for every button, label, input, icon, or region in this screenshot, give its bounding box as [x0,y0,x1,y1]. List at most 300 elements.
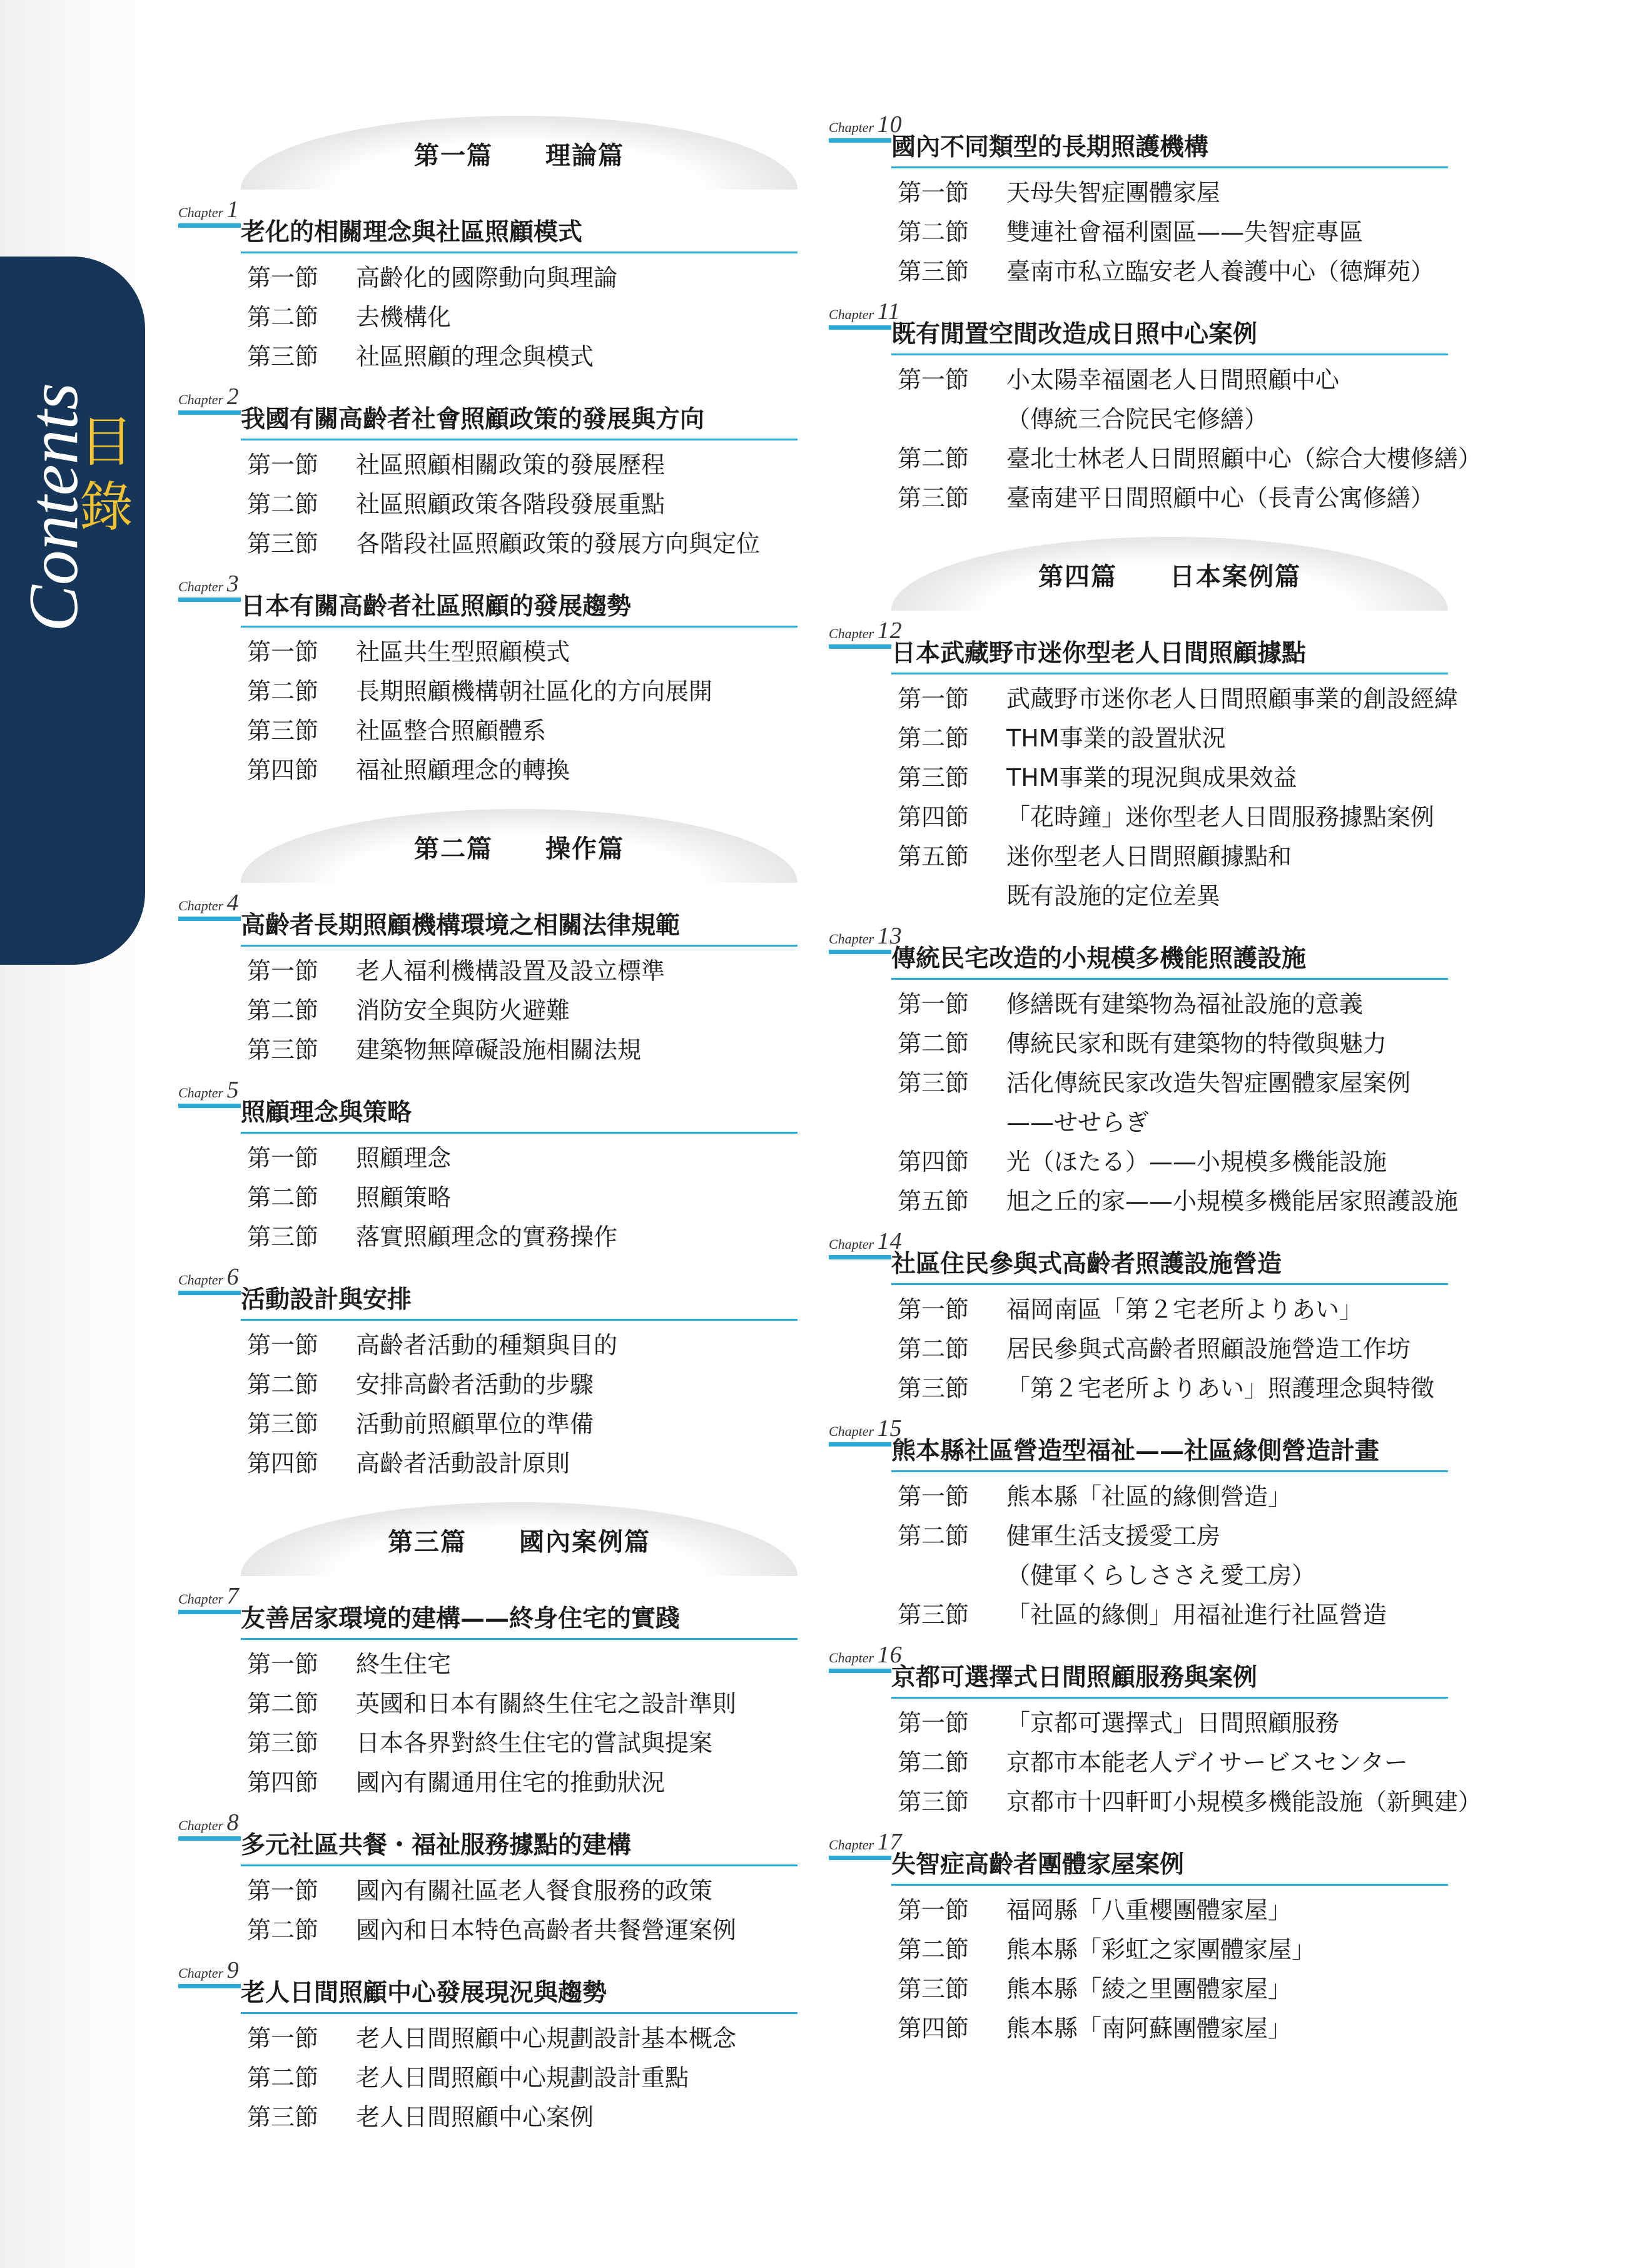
chapter-title[interactable]: 高齡者長期照顧機構環境之相關法律規範 [241,911,681,940]
section-list [829,173,1579,292]
section-number: 第一節 [898,1896,969,1924]
section-item[interactable] [247,298,829,337]
section-title: 去機構化 [356,303,452,331]
section-title: 老人日間照顧中心規劃設計重點 [356,2064,689,2092]
section-number: 第二節 [247,491,319,518]
section-title: 福岡南區「第２宅老所よりあい」 [1006,1296,1364,1323]
chapter-label [829,1829,1579,1855]
section-title: 「社區的緣側」用福祉進行社區營造 [1006,1601,1387,1629]
chapter-number: 12 [877,618,903,644]
section-item[interactable] [247,1326,829,1365]
section-title: 「第２宅老所よりあい」照護理念與特徵 [1006,1375,1435,1402]
chapter-accent-bar [829,644,891,649]
section-title: 修繕既有建築物為福祉設施的意義 [1006,990,1364,1018]
chapter-number: 4 [226,890,240,916]
chapter-heading [178,1831,829,1865]
section-list [829,985,1579,1221]
chapter-accent-bar [829,1255,891,1259]
section-item[interactable] [247,1911,829,1950]
chapter-number: 3 [226,571,240,597]
chapter-underline [241,1319,797,1321]
section-number: 第五節 [898,1187,969,1215]
section-title: 「京都可選擇式」日間照顧服務 [1006,1709,1340,1737]
chapter-5[interactable] [178,1077,829,1257]
part-header [241,116,797,190]
chapter-17[interactable] [829,1829,1579,2048]
chapter-label [829,111,1579,138]
section-item[interactable] [898,1024,1579,1064]
section-number: 第二節 [247,678,319,705]
section-title: 社區整合照顧體系 [356,717,547,745]
chapter-word: Chapter [178,1272,224,1288]
section-item[interactable] [898,1369,1579,1408]
section-item[interactable] [898,1782,1579,1822]
section-list [829,1477,1579,1635]
section-list [178,1139,829,1257]
chapter-underline [891,1470,1448,1472]
section-title: 社區照顧政策各階段發展重點 [356,491,666,518]
chapter-9[interactable] [178,1957,829,2137]
section-list [829,1704,1579,1822]
chapter-accent-bar [178,410,241,415]
section-item[interactable] [898,719,1579,758]
section-number: 第五節 [898,843,969,870]
section-item[interactable] [247,991,829,1030]
section-item[interactable] [898,1103,1579,1142]
chapter-accent-bar [829,950,891,954]
part-title: 第三篇 國內案例篇 [388,1528,651,1557]
chapter-underline [241,2012,797,2014]
section-item[interactable] [898,985,1579,1024]
section-item[interactable] [898,877,1579,916]
section-number: 第二節 [898,1335,969,1363]
section-item[interactable] [247,445,829,485]
chapter-8[interactable] [178,1809,829,1950]
section-number: 第三節 [247,530,319,557]
chapter-label [178,1077,829,1103]
section-title: 各階段社區照顧政策的發展方向與定位 [356,530,761,557]
section-title: 小太陽幸福園老人日間照顧中心 [1006,366,1340,394]
section-item[interactable] [247,1724,829,1763]
section-item[interactable] [898,758,1579,798]
section-title: 京都市本能老人デイサービスセンター [1006,1749,1408,1776]
section-title: 熊本縣「社區的緣側營造」 [1006,1483,1292,1510]
section-list [829,1891,1579,2048]
chapter-label [829,618,1579,644]
section-number: 第三節 [247,1223,319,1251]
chapter-underline [241,1864,797,1866]
chapter-underline [891,1884,1448,1886]
section-item[interactable] [247,1139,829,1178]
chapter-word: Chapter [829,1236,874,1252]
toc-title-en: Contents [15,382,93,632]
section-title: 國內有關社區老人餐食服務的政策 [356,1877,713,1904]
chapter-underline [241,945,797,947]
section-item[interactable] [247,1444,829,1483]
section-title: THM事業的現況與成果效益 [1006,764,1297,791]
chapter-word: Chapter [829,1423,874,1439]
section-item[interactable] [898,213,1579,252]
chapter-accent-bar [178,598,241,602]
chapter-number: 16 [877,1642,903,1668]
chapter-accent-bar [178,1104,241,1108]
chapter-16[interactable] [829,1642,1579,1822]
section-item[interactable] [247,751,829,790]
section-item[interactable] [898,1064,1579,1103]
section-number: 第二節 [247,1371,319,1398]
section-title: 建築物無障礙設施相關法規 [356,1036,642,1064]
section-item[interactable] [247,1218,829,1257]
section-item[interactable] [247,1405,829,1444]
section-item[interactable] [247,2098,829,2137]
section-title: 熊本縣「彩虹之家團體家屋」 [1006,1936,1316,1963]
section-item[interactable] [898,837,1579,877]
chapter-6[interactable] [178,1264,829,1483]
section-item[interactable] [898,439,1579,479]
section-number [898,1103,1006,1142]
section-list [829,1290,1579,1408]
chapter-11[interactable] [829,298,1579,518]
section-number: 第一節 [247,264,319,292]
section-number: 第二節 [247,1184,319,1211]
chapter-word: Chapter [178,1965,224,1981]
section-list [829,679,1579,916]
chapter-word: Chapter [178,579,224,594]
section-item[interactable] [898,400,1579,439]
chapter-1[interactable] [178,196,829,377]
section-title: 老人日間照顧中心規劃設計基本概念 [356,2025,737,2052]
section-number: 第四節 [898,2015,969,2042]
chapter-title[interactable]: 既有閒置空間改造成日照中心案例 [891,320,1258,348]
section-number: 第二節 [247,303,319,331]
chapter-title[interactable]: 日本武藏野市迷你型老人日間照顧據點 [891,639,1307,668]
chapter-14[interactable] [829,1228,1579,1408]
section-item[interactable] [247,337,829,377]
section-title: 老人日間照顧中心案例 [356,2103,594,2131]
section-number: 第四節 [247,1769,319,1796]
chapter-word: Chapter [178,1818,224,1833]
part-header [241,1502,797,1576]
chapter-accent-bar [178,1291,241,1295]
section-number [898,1556,1006,1595]
chapter-number: 15 [877,1415,903,1442]
chapter-title[interactable]: 友善居家環境的建構——終身住宅的實踐 [241,1604,681,1633]
chapter-heading [829,1437,1579,1471]
chapter-label [829,1642,1579,1668]
section-title: 安排高齡者活動的步驟 [356,1371,594,1398]
section-item[interactable] [898,2009,1579,2048]
section-number: 第二節 [247,1916,319,1944]
chapter-13[interactable] [829,923,1579,1221]
section-title: 光（ほたる）——小規模多機能設施 [1006,1148,1387,1176]
section-item[interactable] [247,1365,829,1405]
section-title: 終生住宅 [356,1650,452,1678]
chapter-accent-bar [178,1984,241,1988]
section-title: 日本各界對終生住宅的嘗試與提案 [356,1729,713,1757]
chapter-heading [178,1979,829,2013]
section-list [178,1645,829,1803]
section-number: 第三節 [247,343,319,370]
chapter-title[interactable]: 我國有關高齡者社會照顧政策的發展與方向 [241,405,705,434]
chapter-title[interactable]: 活動設計與安排 [241,1285,412,1314]
chapter-title[interactable]: 老化的相關理念與社區照顧模式 [241,218,583,247]
chapter-word: Chapter [178,205,224,220]
section-title: 迷你型老人日間照顧據點和 [1006,843,1292,870]
toc-title-zh: 目錄 [79,411,133,539]
chapter-underline [891,1697,1448,1699]
section-item[interactable] [898,1182,1579,1221]
section-title: 老人福利機構設置及設立標準 [356,957,666,985]
section-item[interactable] [898,1330,1579,1369]
chapter-15[interactable] [829,1415,1579,1635]
chapter-heading [829,639,1579,673]
section-item[interactable] [898,1930,1579,1970]
section-title: 居民參與式高齡者照顧設施營造工作坊 [1006,1335,1411,1363]
chapter-number: 13 [877,923,903,949]
section-number: 第三節 [247,1410,319,1438]
section-item[interactable] [247,952,829,991]
chapter-number: 14 [877,1228,903,1254]
chapter-accent-bar [829,1442,891,1447]
chapter-accent-bar [829,325,891,330]
part-header [891,537,1448,611]
chapter-12[interactable] [829,618,1579,916]
section-number: 第二節 [247,1690,319,1717]
chapter-title[interactable]: 國內不同類型的長期照護機構 [891,133,1209,161]
section-item[interactable] [898,1743,1579,1782]
section-number: 第三節 [247,717,319,745]
section-number: 第一節 [247,1877,319,1904]
section-item[interactable] [898,173,1579,213]
chapter-underline [891,166,1448,168]
section-title: 傳統民家和既有建築物的特徵與魅力 [1006,1030,1387,1057]
chapter-number: 10 [877,111,903,138]
section-item[interactable] [898,1891,1579,1930]
section-item[interactable] [898,360,1579,400]
section-list [178,258,829,377]
chapter-heading [178,405,829,439]
section-item[interactable] [247,258,829,298]
chapter-label [178,196,829,223]
section-item[interactable] [247,1871,829,1911]
section-title: ——せせらぎ [1006,1109,1150,1136]
section-number: 第二節 [247,2064,319,2092]
section-item[interactable] [898,1477,1579,1517]
section-item[interactable] [247,485,829,524]
chapter-7[interactable] [178,1583,829,1803]
section-title: 熊本縣「綾之里團體家屋」 [1006,1975,1292,2003]
chapter-heading [178,912,829,945]
section-item[interactable] [247,1178,829,1218]
section-list [178,1326,829,1483]
chapter-heading [829,1664,1579,1697]
part-title: 第二篇 操作篇 [414,835,624,863]
section-number: 第四節 [247,756,319,784]
chapter-underline [891,978,1448,980]
chapter-10[interactable] [829,111,1579,292]
section-title: 健軍生活支援愛工房 [1006,1522,1221,1550]
section-list [178,445,829,564]
section-number: 第一節 [247,2025,319,2052]
section-item[interactable] [898,1142,1579,1182]
chapter-word: Chapter [178,1591,224,1607]
part-header [241,809,797,883]
chapter-label [178,571,829,597]
section-item[interactable] [247,524,829,564]
section-number: 第三節 [898,1069,969,1097]
chapter-title[interactable]: 多元社區共餐・福祉服務據點的建構 [241,1831,632,1859]
section-number: 第一節 [898,366,969,394]
section-title: 天母失智症團體家屋 [1006,179,1221,206]
section-item[interactable] [247,1030,829,1070]
section-number [898,877,1006,916]
chapter-underline [891,1283,1448,1285]
chapter-underline [241,626,797,628]
section-title: 京都市十四軒町小規模多機能設施（新興建） [1006,1788,1482,1816]
chapter-title[interactable]: 社區住民參與式高齡者照護設施營造 [891,1249,1282,1278]
section-number: 第一節 [898,685,969,713]
chapter-number: 1 [226,196,240,223]
section-item[interactable] [898,1556,1579,1595]
section-item[interactable] [247,2019,829,2058]
section-number: 第一節 [247,1650,319,1678]
chapter-word: Chapter [829,120,874,135]
chapter-heading [829,320,1579,354]
section-number: 第二節 [898,218,969,246]
chapter-label [829,1228,1579,1254]
section-title: 臺北士林老人日間照顧中心（綜合大樓修繕） [1006,445,1482,472]
chapter-2[interactable] [178,384,829,564]
section-title: 落實照顧理念的實務操作 [356,1223,618,1251]
section-number: 第四節 [247,1450,319,1477]
section-item[interactable] [898,679,1579,719]
section-item[interactable] [247,633,829,672]
section-number: 第三節 [247,1036,319,1064]
chapter-number: 5 [226,1077,240,1103]
section-title: 長期照顧機構朝社區化的方向展開 [356,678,713,705]
chapter-underline [241,252,797,253]
section-title: 國內和日本特色高齡者共餐營運案例 [356,1916,737,1944]
chapter-4[interactable] [178,890,829,1070]
chapter-number: 7 [226,1583,240,1609]
section-item[interactable] [247,1645,829,1684]
chapter-3[interactable] [178,571,829,790]
section-title: 英國和日本有關終生住宅之設計準則 [356,1690,737,1717]
section-number: 第一節 [898,1296,969,1323]
left-column [178,116,829,2137]
section-item[interactable] [898,252,1579,292]
section-item[interactable] [898,1517,1579,1556]
chapter-accent-bar [829,1669,891,1673]
chapter-number: 11 [877,298,901,325]
section-title: 照顧理念 [356,1144,452,1172]
section-number: 第四節 [898,1148,969,1176]
section-title: 高齡化的國際動向與理論 [356,264,618,292]
chapter-label [178,1264,829,1290]
section-item[interactable] [898,1970,1579,2009]
chapter-word: Chapter [829,626,874,641]
section-item[interactable] [247,1763,829,1803]
chapter-accent-bar [178,1836,241,1841]
part-title: 第一篇 理論篇 [414,141,624,170]
section-number: 第一節 [247,957,319,985]
chapter-title[interactable]: 熊本縣社區營造型福祉——社區緣側營造計畫 [891,1437,1380,1465]
chapter-heading [178,1605,829,1639]
chapter-heading [829,1250,1579,1284]
section-number: 第二節 [898,1936,969,1963]
section-number: 第三節 [247,2103,319,2131]
chapter-underline [241,439,797,440]
section-number: 第二節 [247,997,319,1024]
section-title: 國內有關通用住宅的推動狀況 [356,1769,666,1796]
section-list [178,2019,829,2137]
chapter-title[interactable]: 京都可選擇式日間照顧服務與案例 [891,1663,1258,1692]
chapter-title[interactable]: 照顧理念與策略 [241,1098,412,1127]
section-title: 社區共生型照顧模式 [356,638,570,666]
section-title: 活動前照顧單位的準備 [356,1410,594,1438]
section-item[interactable] [247,672,829,711]
chapter-title[interactable]: 傳統民宅改造的小規模多機能照護設施 [891,944,1307,973]
section-title: 熊本縣「南阿蘇團體家屋」 [1006,2015,1292,2042]
chapter-word: Chapter [829,307,874,322]
section-item[interactable] [898,798,1579,837]
chapter-number: 9 [226,1957,240,1983]
section-item[interactable] [898,1704,1579,1743]
chapter-number: 17 [877,1829,903,1855]
section-item[interactable] [898,1595,1579,1635]
part-title: 第四篇 日本案例篇 [1038,562,1301,591]
section-title: 既有設施的定位差異 [1006,882,1221,910]
section-item[interactable] [247,1684,829,1724]
section-number: 第二節 [898,1030,969,1057]
section-title: 社區照顧的理念與模式 [356,343,594,370]
chapter-number: 8 [226,1809,240,1836]
chapter-word: Chapter [178,898,224,913]
section-item[interactable] [898,1290,1579,1330]
section-title: （傳統三合院民宅修繕） [1006,405,1268,433]
section-number: 第四節 [898,803,969,831]
section-number: 第一節 [898,179,969,206]
chapter-underline [891,673,1448,674]
section-number: 第三節 [898,1601,969,1629]
section-item[interactable] [898,479,1579,518]
chapter-title[interactable]: 日本有關高齡者社區照顧的發展趨勢 [241,592,632,621]
chapter-title[interactable]: 失智症高齡者團體家屋案例 [891,1850,1185,1879]
section-number: 第三節 [898,1788,969,1816]
section-list [178,952,829,1070]
section-number: 第三節 [898,764,969,791]
chapter-word: Chapter [829,1650,874,1665]
section-number: 第一節 [898,990,969,1018]
chapter-label [178,890,829,916]
section-item[interactable] [247,2058,829,2098]
section-title: 旭之丘的家——小規模多機能居家照護設施 [1006,1187,1459,1215]
section-number: 第一節 [247,1331,319,1359]
chapter-title[interactable]: 老人日間照顧中心發展現況與趨勢 [241,1978,607,2007]
chapter-accent-bar [178,917,241,921]
section-title: 社區照顧相關政策的發展歷程 [356,451,666,479]
section-title: 高齡者活動設計原則 [356,1450,570,1477]
chapter-word: Chapter [829,1837,874,1853]
chapter-label [178,384,829,410]
right-column [829,111,1579,2048]
section-item[interactable] [247,711,829,751]
section-list [178,1871,829,1950]
section-title: 雙連社會福利園區——失智症專區 [1006,218,1364,246]
chapter-number: 6 [226,1264,240,1290]
section-title: 福祉照顧理念的轉換 [356,756,570,784]
chapter-heading [178,592,829,626]
